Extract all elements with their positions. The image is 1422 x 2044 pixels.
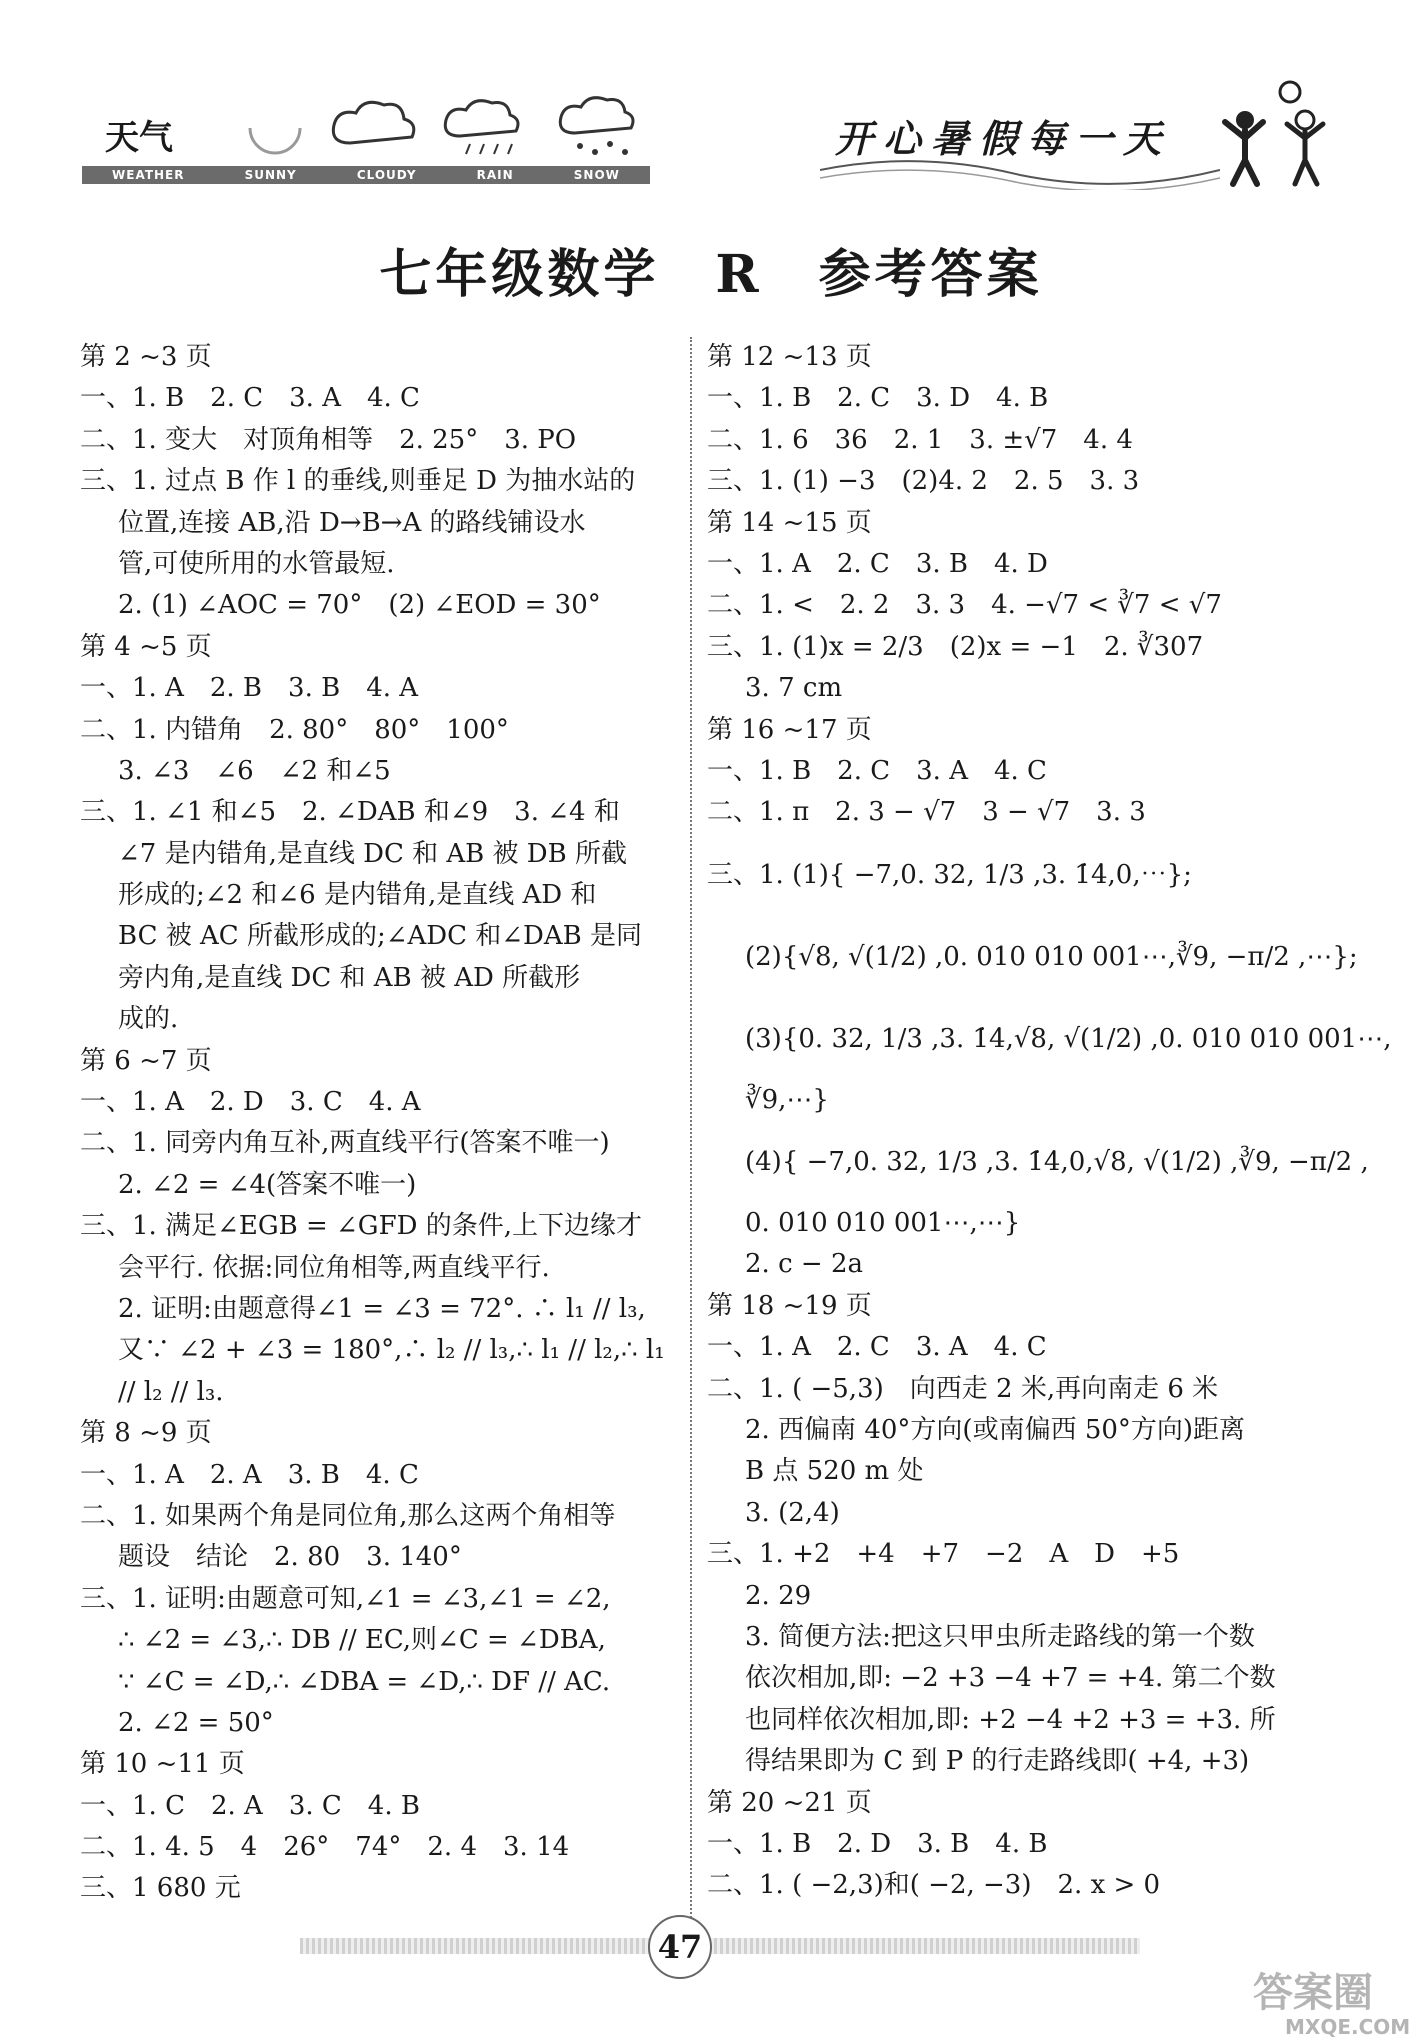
page-number: 47 xyxy=(648,1915,712,1979)
answer-line: 三、1. ∠1 和∠5 2. ∠DAB 和∠9 3. ∠4 和 xyxy=(80,797,620,828)
weather-word: SUNNY xyxy=(244,168,297,182)
watermark-url: MXQE.COM xyxy=(1285,2015,1411,2039)
weather-strip xyxy=(82,166,650,184)
wave-decoration xyxy=(820,150,1220,190)
section-heading: 第 8 ~9 页 xyxy=(80,1418,212,1449)
answer-line: // l₂ // l₃. xyxy=(118,1376,224,1407)
slogan: 开心暑假每一天 xyxy=(835,116,1172,161)
answer-line: 题设 结论 2. 80 3. 140° xyxy=(118,1542,462,1573)
answer-line: 形成的;∠2 和∠6 是内错角,是直线 AD 和 xyxy=(118,880,597,911)
answer-line: (2){√8, √(1/2) ,0. 010 010 001⋯,∛9, −π/2 ,⋯}; xyxy=(745,941,1358,972)
section-heading: 第 18 ~19 页 xyxy=(707,1290,872,1321)
answer-line: 一、1. B 2. D 3. B 4. B xyxy=(707,1828,1048,1859)
weather-word: RAIN xyxy=(476,168,514,182)
answer-line: 一、1. B 2. C 3. A 4. C xyxy=(707,755,1047,786)
answer-line: 2. (1) ∠AOC = 70° (2) ∠EOD = 30° xyxy=(118,590,601,621)
answer-line: 2. ∠2 = 50° xyxy=(118,1707,274,1738)
answer-line: 一、1. A 2. D 3. C 4. A xyxy=(80,1087,421,1118)
weather-word: CLOUDY xyxy=(356,168,417,182)
answer-line: 一、1. A 2. C 3. A 4. C xyxy=(707,1332,1047,1363)
answer-line: 二、1. ( −5,3) 向西走 2 米,再向南走 6 米 xyxy=(707,1373,1219,1404)
answer-line: 0. 010 010 001⋯,⋯} xyxy=(745,1208,1021,1239)
answer-line: 3. (2,4) xyxy=(745,1497,840,1528)
page-title: 七年级数学 R 参考答案 xyxy=(379,244,1043,305)
answer-line: (3){0. 32, 1/3 ,3. 1̇4̇,√8, √(1/2) ,0. 010 010 001⋯, xyxy=(745,1023,1392,1054)
answer-line: 一、1. A 2. B 3. B 4. A xyxy=(80,673,419,704)
answer-line: 一、1. C 2. A 3. C 4. B xyxy=(80,1790,420,1821)
answer-line: 二、1. 同旁内角互补,两直线平行(答案不唯一) xyxy=(80,1128,610,1159)
answer-line: 三、1. 满足∠EGB = ∠GFD 的条件,上下边缘才 xyxy=(80,1211,642,1242)
answer-line: 也同样依次相加,即: +2 −4 +2 +3 = +3. 所 xyxy=(745,1704,1276,1735)
footer-band xyxy=(300,1938,1140,1954)
section-heading: 第 10 ~11 页 xyxy=(80,1749,245,1780)
answer-line: 三、1 680 元 xyxy=(80,1873,241,1904)
answer-line: 三、1. (1)x = 2/3 (2)x = −1 2. ∛307 xyxy=(707,631,1204,662)
answer-line: 依次相加,即: −2 +3 −4 +7 = +4. 第二个数 xyxy=(745,1663,1276,1694)
answer-line: 成的. xyxy=(118,1004,179,1035)
answer-line: 又∵ ∠2 + ∠3 = 180°,∴ l₂ // l₃,∴ l₁ // l₂,∴ l₁ xyxy=(118,1335,665,1366)
column-divider xyxy=(690,337,692,1937)
weather-icons xyxy=(230,88,650,168)
answer-line: 三、1. +2 +4 +7 −2 A D +5 xyxy=(707,1539,1180,1570)
answer-line: 一、1. B 2. C 3. D 4. B xyxy=(707,383,1049,414)
answer-line: (4){ −7,0. 32, 1/3 ,3. 1̇4̇,0,√8, √(1/2) ,∛9, −π/2 , xyxy=(745,1147,1369,1178)
section-heading: 第 6 ~7 页 xyxy=(80,1045,212,1076)
answer-line: 一、1. A 2. A 3. B 4. C xyxy=(80,1459,419,1490)
answer-line: 三、1. 证明:由题意可知,∠1 = ∠3,∠1 = ∠2, xyxy=(80,1583,611,1614)
answer-line: 二、1. 内错角 2. 80° 80° 100° xyxy=(80,714,509,745)
answer-line: 三、1. 过点 B 作 l 的垂线,则垂足 D 为抽水站的 xyxy=(80,466,636,497)
answer-line: BC 被 AC 所截形成的;∠ADC 和∠DAB 是同 xyxy=(118,921,643,952)
watermark-logo xyxy=(1245,1960,1415,2040)
answer-line: 一、1. B 2. C 3. A 4. C xyxy=(80,383,420,414)
answer-line: 二、1. ( −2,3)和( −2, −3) 2. x > 0 xyxy=(707,1870,1161,1901)
answer-line: 管,可使所用的水管最短. xyxy=(118,548,395,579)
answer-line: ∵ ∠C = ∠D,∴ ∠DBA = ∠D,∴ DF // AC. xyxy=(118,1666,611,1697)
weather-word: WEATHER xyxy=(112,168,185,182)
weather-label: 天气 xyxy=(105,118,173,158)
section-heading: 第 12 ~13 页 xyxy=(707,342,872,372)
answer-line: 3. 7 cm xyxy=(745,673,843,704)
answer-line: B 点 520 m 处 xyxy=(745,1456,924,1487)
section-heading: 第 20 ~21 页 xyxy=(707,1787,872,1818)
watermark-text: 答案圈 xyxy=(1253,1970,1373,2016)
answer-line: 一、1. A 2. C 3. B 4. D xyxy=(707,548,1048,579)
answer-line: 二、1. 4. 5 4 26° 74° 2. 4 3. 14 xyxy=(80,1832,570,1863)
page-header xyxy=(0,0,1422,200)
section-heading: 第 14 ~15 页 xyxy=(707,507,872,538)
answer-line: 二、1. 6 36 2. 1 3. ±√7 4. 4 xyxy=(707,424,1133,455)
section-heading: 第 4 ~5 页 xyxy=(80,631,212,662)
answer-line: 二、1. 变大 对顶角相等 2. 25° 3. PO xyxy=(80,424,577,455)
weather-word: SNOW xyxy=(573,168,620,182)
answer-line: 2. 证明:由题意得∠1 = ∠3 = 72°. ∴ l₁ // l₃, xyxy=(118,1293,646,1324)
answer-line: 三、1. (1){ −7,0. 32, 1/3 ,3. 1̇4̇,0,⋯}; xyxy=(707,859,1192,890)
answer-line: ∛9,⋯} xyxy=(745,1084,829,1115)
answer-line: 三、1. (1) −3 (2)4. 2 2. 5 3. 3 xyxy=(707,466,1140,497)
answer-line: 二、1. π 2. 3 − √7 3 − √7 3. 3 xyxy=(707,797,1146,828)
answer-line: 2. 29 xyxy=(745,1580,812,1611)
answer-line: ∠7 是内错角,是直线 DC 和 AB 被 DB 所截 xyxy=(118,838,628,869)
answer-line: 2. 西偏南 40°方向(或南偏西 50°方向)距离 xyxy=(745,1415,1246,1446)
answer-line: 3. 简便方法:把这只甲虫所走路线的第一个数 xyxy=(745,1621,1255,1652)
kids-playing-icon xyxy=(1205,80,1335,190)
answer-line: 2. ∠2 = ∠4(答案不唯一) xyxy=(118,1169,417,1200)
answer-line: 得结果即为 C 到 P 的行走路线即( +4, +3) xyxy=(745,1746,1250,1777)
answer-line: 旁内角,是直线 DC 和 AB 被 AD 所截形 xyxy=(118,962,581,993)
answer-line: 二、1. 如果两个角是同位角,那么这两个角相等 xyxy=(80,1500,616,1531)
right-column xyxy=(707,337,1392,1907)
answer-line: 二、1. < 2. 2 3. 3 4. −√7 < ∛7 < √7 xyxy=(707,590,1222,621)
section-heading: 第 16 ~17 页 xyxy=(707,714,872,745)
answer-line: ∴ ∠2 = ∠3,∴ DB // EC,则∠C = ∠DBA, xyxy=(118,1625,606,1656)
answer-line: 位置,连接 AB,沿 D→B→A 的路线铺设水 xyxy=(118,507,586,538)
answer-line: 2. c − 2a xyxy=(745,1249,863,1280)
answer-line: 3. ∠3 ∠6 ∠2 和∠5 xyxy=(118,755,391,786)
left-column xyxy=(80,337,680,1910)
answer-line: 会平行. 依据:同位角相等,两直线平行. xyxy=(118,1252,550,1283)
section-heading: 第 2 ~3 页 xyxy=(80,342,212,372)
